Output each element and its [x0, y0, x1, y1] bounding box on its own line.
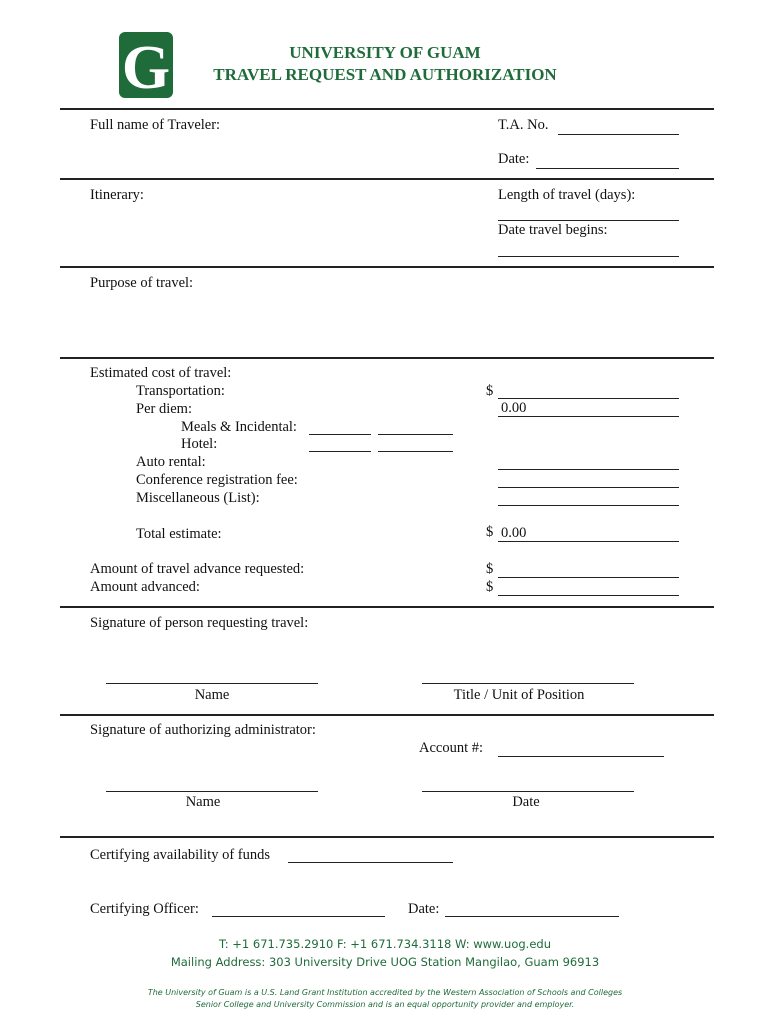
length-of-travel-field[interactable]: [498, 204, 679, 221]
footer-contact: T: +1 671.735.2910 F: +1 671.734.3118 W: www.uog.edu: [218, 937, 551, 951]
requester-name-field[interactable]: [106, 667, 318, 684]
logo-letter: G: [121, 34, 171, 102]
university-title: UNIVERSITY OF GUAM: [289, 43, 481, 62]
section-divider: [60, 357, 714, 359]
ta-no-label: T.A. No.: [498, 117, 549, 133]
full-name-label: Full name of Traveler:: [90, 117, 221, 133]
authorizer-name-caption: Name: [185, 794, 221, 810]
itinerary-label: Itinerary:: [90, 187, 144, 203]
date-travel-begins-field[interactable]: [498, 240, 679, 257]
date-travel-begins-label: Date travel begins:: [498, 222, 608, 238]
estimated-cost-heading: Estimated cost of travel:: [90, 365, 232, 381]
authorizer-signature-label: Signature of authorizing administrator:: [90, 722, 316, 738]
certifying-funds-field[interactable]: [288, 846, 453, 863]
section-divider: [60, 178, 714, 180]
date-label: Date:: [498, 151, 530, 167]
miscellaneous-label: Miscellaneous (List):: [136, 490, 260, 506]
university-logo: [116, 30, 176, 102]
certifying-officer-label: Certifying Officer:: [90, 901, 199, 917]
authorizer-date-caption: Date: [512, 794, 540, 810]
miscellaneous-field[interactable]: [498, 489, 679, 506]
meals-label: Meals & Incidental:: [181, 419, 297, 435]
transportation-field[interactable]: [498, 382, 679, 399]
section-divider: [60, 266, 714, 268]
meals-amount-field[interactable]: [378, 418, 453, 435]
advance-requested-label: Amount of travel advance requested:: [90, 561, 305, 577]
total-estimate-value: 0.00: [501, 525, 527, 541]
certifying-funds-label: Certifying availability of funds: [90, 847, 271, 863]
currency-symbol: $: [486, 383, 494, 399]
total-estimate-field[interactable]: [498, 525, 679, 542]
account-number-label: Account #:: [419, 740, 484, 756]
meals-days-field[interactable]: [309, 418, 371, 435]
form-title: TRAVEL REQUEST AND AUTHORIZATION: [213, 65, 557, 84]
amount-advanced-field[interactable]: [498, 579, 679, 596]
authorizer-date-field[interactable]: [422, 775, 634, 792]
requester-name-caption: Name: [194, 687, 230, 703]
requester-title-caption: Title / Unit of Position: [453, 687, 585, 703]
hotel-label: Hotel:: [181, 436, 218, 452]
requester-title-field[interactable]: [422, 667, 634, 684]
section-divider: [60, 606, 714, 608]
footer-disclaimer-line2: Senior College and University Commission and is an equal opportunity provider and employer.: [195, 1000, 575, 1009]
transportation-label: Transportation:: [136, 383, 225, 399]
auto-rental-field[interactable]: [498, 453, 679, 470]
currency-symbol: $: [486, 524, 494, 540]
currency-symbol: $: [486, 579, 494, 595]
footer-address: Mailing Address: 303 University Drive UOG Station Mangilao, Guam 96913: [170, 955, 600, 969]
ta-no-field[interactable]: [558, 118, 679, 135]
purpose-label: Purpose of travel:: [90, 275, 194, 291]
hotel-amount-field[interactable]: [378, 435, 453, 452]
requester-signature-label: Signature of person requesting travel:: [90, 615, 309, 631]
certifying-officer-field[interactable]: [212, 900, 385, 917]
certification-date-label: Date:: [408, 901, 440, 917]
per-diem-field[interactable]: [498, 400, 679, 417]
conference-fee-field[interactable]: [498, 471, 679, 488]
section-divider: [60, 714, 714, 716]
length-of-travel-label: Length of travel (days):: [498, 187, 636, 203]
authorizer-name-field[interactable]: [106, 775, 318, 792]
account-number-field[interactable]: [498, 740, 664, 757]
total-estimate-label: Total estimate:: [136, 526, 222, 542]
auto-rental-label: Auto rental:: [136, 454, 206, 470]
date-field[interactable]: [536, 152, 679, 169]
footer-disclaimer-line1: The University of Guam is a U.S. Land Grant Institution accredited by the Western Association of Schools and Colleges: [147, 988, 623, 997]
advance-requested-field[interactable]: [498, 561, 679, 578]
hotel-days-field[interactable]: [309, 435, 371, 452]
per-diem-value: 0.00: [501, 400, 527, 416]
conference-fee-label: Conference registration fee:: [136, 472, 298, 488]
amount-advanced-label: Amount advanced:: [90, 579, 200, 595]
currency-symbol: $: [486, 561, 494, 577]
per-diem-label: Per diem:: [136, 401, 192, 417]
section-divider: [60, 108, 714, 110]
section-divider: [60, 836, 714, 838]
certification-date-field[interactable]: [445, 900, 619, 917]
